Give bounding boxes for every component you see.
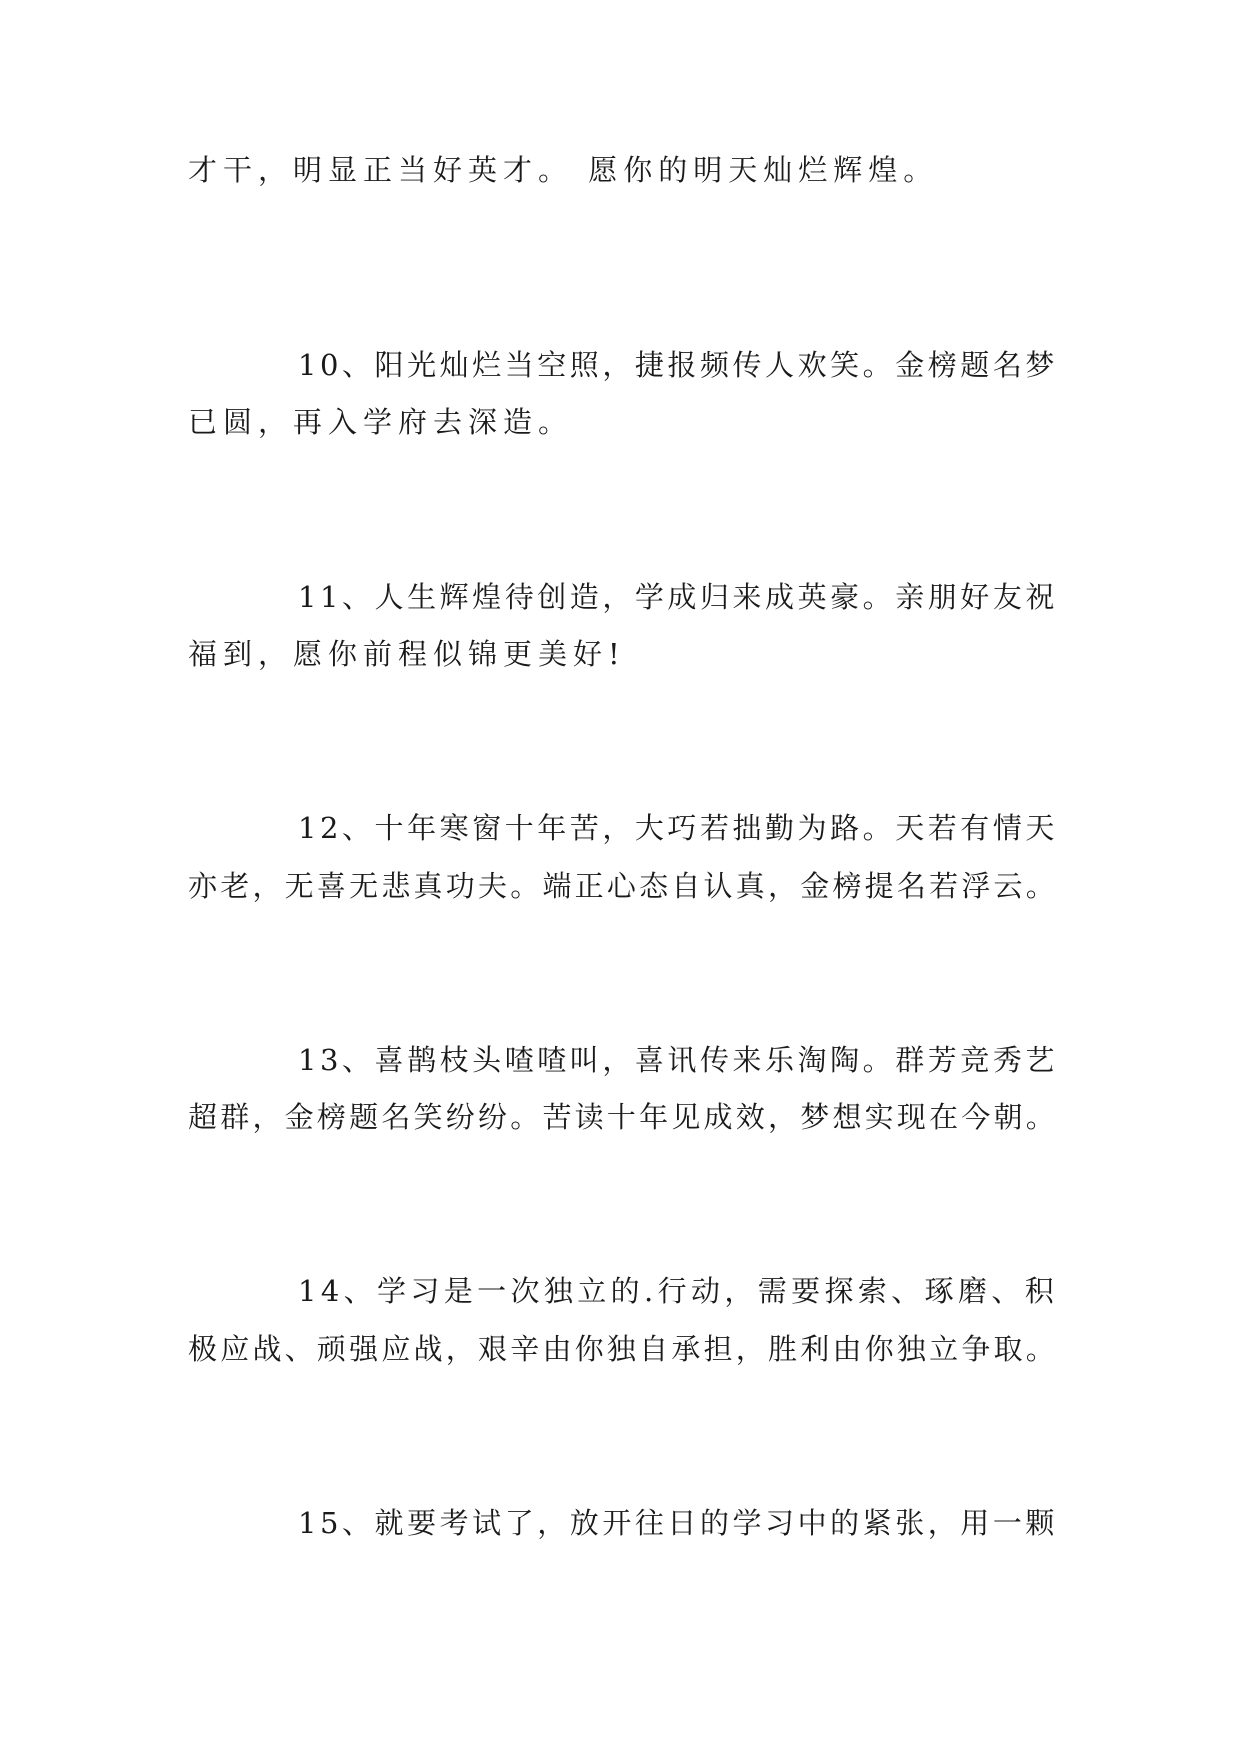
paragraph-line: 超群，金榜题名笑纷纷。苦读十年见成效，梦想实现在今朝。	[188, 1100, 1059, 1134]
paragraph-line: 12、十年寒窗十年苦，大巧若拙勤为路。天若有情天	[298, 811, 1058, 845]
paragraph-line: 14、学习是一次独立的.行动，需要探索、琢磨、积	[298, 1274, 1059, 1308]
paragraph-line: 13、喜鹊枝头喳喳叫，喜讯传来乐淘陶。群芳竞秀艺	[298, 1043, 1058, 1077]
paragraph-line: 极应战、顽强应战，艰辛由你独自承担，胜利由你独立争取。	[188, 1332, 1059, 1366]
paragraph-line: 15、就要考试了，放开往日的学习中的紧张，用一颗	[298, 1506, 1058, 1540]
paragraph-line: 10、阳光灿烂当空照，捷报频传人欢笑。金榜题名梦	[298, 348, 1058, 382]
paragraph-line: 11、人生辉煌待创造，学成归来成英豪。亲朋好友祝	[298, 580, 1058, 614]
paragraph-line: 已圆，再入学府去深造。	[188, 405, 574, 439]
paragraph-line: 亦老，无喜无悲真功夫。端正心态自认真，金榜提名若浮云。	[188, 869, 1059, 903]
paragraph-line: 福到，愿你前程似锦更美好!	[188, 637, 626, 671]
paragraph-line: 才干，明显正当好英才。 愿你的明天灿烂辉煌。	[188, 153, 939, 187]
